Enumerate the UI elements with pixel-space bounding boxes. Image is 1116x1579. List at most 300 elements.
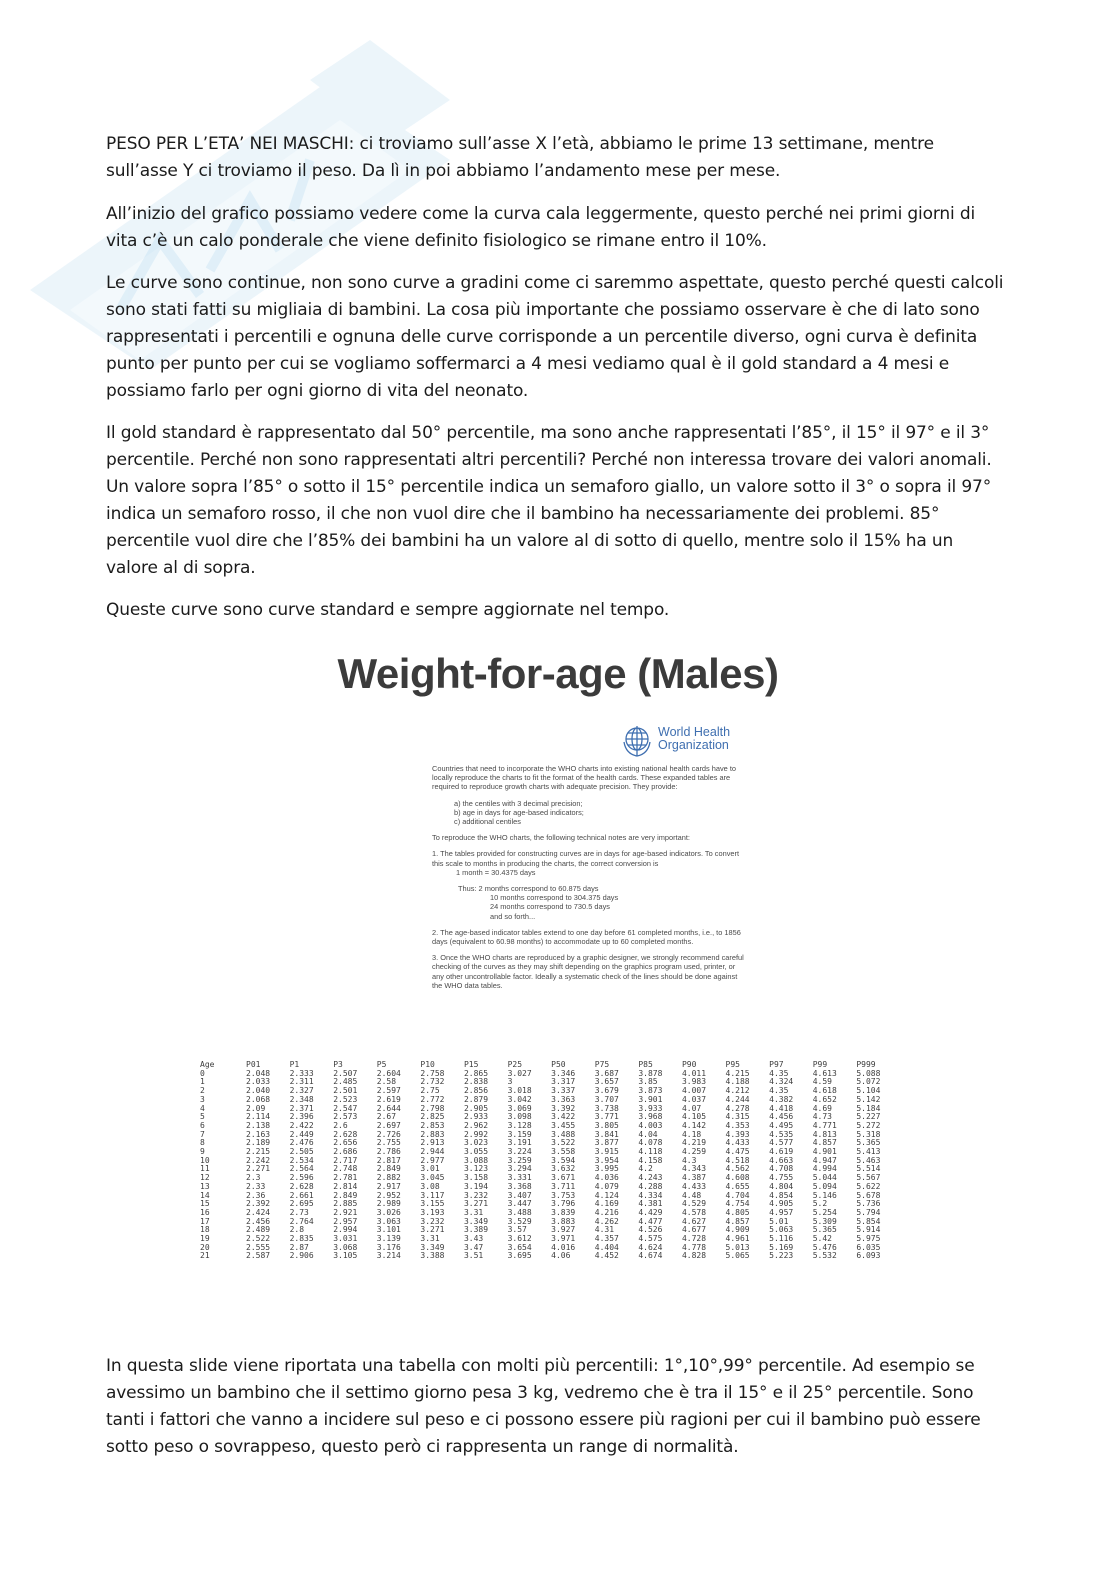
table-cell: 2.501	[333, 1086, 358, 1096]
table-cell: 4.495	[769, 1120, 794, 1130]
table-cell: 3.346	[551, 1068, 576, 1078]
paragraph-4: Il gold standard è rappresentato dal 50° percentile, ma sono anche rappresentati l’85°, il 15° il 97° e il 3° percentile. Perché non sono rappresentati altri percentili? Perché non interessa trovare dei valori anomali. Un valore sopra l’85° o sotto il 15° percentile indica un semaforo giallo, un valore sotto il 3° o sopra il 97° indica un semaforo rosso, il che non vuol dire che il bambino ha necessariamente dei problemi. 85° percentile vuol dire che l’85% dei bambini ha un valore al di sotto di quello, mentre solo il 15% ha un valore al di sopra.	[106, 423, 992, 578]
table-cell: 5.854	[856, 1216, 881, 1226]
table-cell: 5.678	[856, 1190, 881, 1200]
table-cell: 2.865	[463, 1068, 489, 1078]
table-cell: 2.422	[289, 1120, 314, 1130]
table-cell: 6	[200, 1120, 205, 1130]
table-cell: 2.798	[420, 1103, 445, 1113]
table-cell: 4.433	[725, 1138, 750, 1148]
table-cell: 2.215	[246, 1147, 271, 1157]
table-cell: 4.909	[725, 1225, 750, 1235]
table-cell: 2.522	[246, 1234, 271, 1244]
table-cell: 5.01	[769, 1216, 789, 1226]
table-cell: 2.838	[463, 1077, 489, 1087]
table-cell: 3.31	[463, 1207, 484, 1217]
table-cell: 2.619	[376, 1094, 401, 1104]
table-cell: 3.927	[551, 1225, 576, 1235]
table-cell: 2.392	[246, 1199, 271, 1209]
notes-intro: Countries that need to incorporate the WHO charts into existing national health cards have to locally reproduce the charts to fit the format of the health cards. These expanded tables are required to reproduce growth charts with adequate precision. They provide:	[432, 764, 737, 792]
table-header-cell: P3	[333, 1060, 343, 1069]
table-cell: 3.711	[551, 1181, 576, 1191]
table-cell: 3.349	[463, 1216, 489, 1226]
table-cell: 3.158	[463, 1173, 489, 1183]
table-cell: 2.944	[420, 1147, 445, 1157]
percentile-table	[200, 1061, 900, 1261]
table-cell: 3.657	[594, 1077, 619, 1087]
table-cell: 4.216	[594, 1207, 619, 1217]
table-cell: 4.754	[725, 1199, 750, 1209]
table-cell: 3.85	[638, 1077, 658, 1087]
table-cell: 2.476	[289, 1138, 314, 1148]
table-cell: 4.393	[725, 1129, 750, 1139]
table-cell: 4.901	[812, 1147, 837, 1157]
table-cell: 4.857	[725, 1216, 750, 1226]
table-cell: 3.983	[681, 1077, 707, 1087]
table-cell: 5.42	[812, 1234, 832, 1244]
notes-thus	[458, 884, 748, 921]
table-cell: 4.259	[681, 1147, 707, 1157]
table-cell: 3.679	[594, 1086, 619, 1096]
table-cell: 5.975	[856, 1234, 881, 1244]
notes-point-1: 1. The tables provided for constructing curves are in days for age-based indicators. To convert this scale to months in producing the charts, the correct conversion is	[432, 849, 740, 868]
table-cell: 2.73	[289, 1207, 309, 1217]
table-cell: 4.575	[638, 1234, 663, 1244]
table-cell: 3.031	[333, 1234, 358, 1244]
notes-list	[454, 799, 748, 827]
table-cell: 3.632	[551, 1164, 576, 1174]
table-cell: 2.992	[463, 1129, 489, 1139]
table-cell: 3.57	[507, 1225, 527, 1235]
table-cell: 3.193	[420, 1207, 445, 1217]
table-cell: 3	[507, 1077, 513, 1087]
table-cell: 2.962	[463, 1120, 489, 1130]
table-cell: 3.971	[551, 1234, 576, 1244]
list-item: c) additional centiles	[454, 817, 521, 827]
table-cell: 4.477	[638, 1216, 663, 1226]
table-cell: 2.333	[289, 1068, 314, 1078]
table-cell: 4.526	[638, 1225, 663, 1235]
table-cell: 3.933	[638, 1103, 663, 1113]
table-cell: 2.271	[246, 1164, 271, 1174]
table-cell: 3.368	[507, 1181, 532, 1191]
table-cell: 5.142	[856, 1094, 881, 1104]
table-cell: 2.424	[246, 1207, 271, 1217]
table-cell: 4.618	[812, 1086, 837, 1096]
table-cell: 4.315	[725, 1112, 750, 1122]
table-cell: 4.59	[812, 1077, 832, 1087]
list-item: and so forth...	[490, 911, 536, 921]
table-cell: 3.771	[594, 1112, 619, 1122]
table-cell: 4.158	[638, 1155, 663, 1165]
table-cell: 2.758	[420, 1068, 445, 1078]
table-cell: 2.36	[246, 1190, 266, 1200]
table-cell: 4.04	[638, 1129, 658, 1139]
table-header-cell: P50	[551, 1060, 566, 1069]
table-cell: 2.957	[333, 1216, 358, 1226]
table-cell: 20	[200, 1242, 210, 1252]
table-cell: 3.101	[376, 1225, 401, 1235]
table-cell: 4.828	[681, 1251, 707, 1261]
table-cell: 4.011	[681, 1068, 707, 1078]
table-cell: 4.655	[725, 1181, 750, 1191]
table-cell: 3.063	[376, 1216, 401, 1226]
table-cell: 2.87	[289, 1242, 309, 1252]
table-cell: 3.176	[376, 1242, 401, 1252]
table-cell: 2.489	[246, 1225, 271, 1235]
table-cell: 4.518	[725, 1155, 750, 1165]
table-cell: 4.35	[769, 1086, 789, 1096]
table-cell: 2.686	[333, 1147, 358, 1157]
table-cell: 4.212	[725, 1086, 750, 1096]
table-cell: 2.547	[333, 1103, 358, 1113]
table-cell: 2.396	[289, 1112, 314, 1122]
table-cell: 4.677	[681, 1225, 707, 1235]
table-cell: 5.104	[856, 1086, 881, 1096]
table-cell: 4.947	[812, 1155, 837, 1165]
list-item: Thus: 2 months correspond to 60.875 days	[458, 884, 599, 894]
table-cell: 3.594	[551, 1155, 576, 1165]
table-cell: 4.48	[681, 1190, 702, 1200]
table-cell: 2.564	[289, 1164, 314, 1174]
table-cell: 4.728	[681, 1234, 707, 1244]
table-header-cell: P97	[769, 1060, 784, 1069]
table-cell: 5.088	[856, 1068, 881, 1078]
table-cell: 4.704	[725, 1190, 750, 1200]
table-cell: 2.3	[246, 1173, 261, 1183]
table-cell: 5.365	[856, 1138, 881, 1148]
table-cell: 3.389	[463, 1225, 489, 1235]
table-cell: 3.027	[507, 1068, 532, 1078]
table-cell: 3.069	[507, 1103, 532, 1113]
table-cell: 2.786	[376, 1147, 401, 1157]
table-cell: 2.58	[376, 1077, 397, 1087]
closing-paragraph: In questa slide viene riportata una tabella con molti più percentili: 1°,10°,99° percentile. Ad esempio se avessimo un bambino che il settimo giorno pesa 3 kg, vedremo che è tra il 15° e il 25° percentile. Sono tanti i fattori che vanno a incidere sul peso e ci possono essere più ragioni per cui il bambino può essere sotto peso o sovrappeso, questo però ci rappresenta un range di normalità.	[106, 1356, 981, 1457]
table-cell: 3.08	[420, 1181, 440, 1191]
table-cell: 4.387	[681, 1173, 707, 1183]
table-cell: 4.243	[638, 1173, 663, 1183]
table-cell: 3.407	[507, 1190, 532, 1200]
table-cell: 19	[200, 1234, 210, 1244]
table-cell: 4.652	[812, 1094, 837, 1104]
table-cell: 3.214	[376, 1251, 401, 1261]
table-cell: 18	[200, 1225, 210, 1235]
table-cell: 2.604	[376, 1068, 401, 1078]
table-cell: 3.042	[507, 1094, 532, 1104]
table-cell: 4.169	[594, 1199, 619, 1209]
table-cell: 2.348	[289, 1094, 314, 1104]
table-cell: 2.989	[376, 1199, 401, 1209]
table-cell: 3.796	[551, 1199, 576, 1209]
table-cell: 2.485	[333, 1077, 358, 1087]
table-header-cell: Age	[200, 1060, 215, 1069]
table-cell: 3.123	[463, 1164, 489, 1174]
list-item: 24 months correspond to 730.5 days	[490, 902, 610, 912]
table-cell: 3.105	[333, 1251, 358, 1261]
table-cell: 3.018	[507, 1086, 532, 1096]
table-cell: 5.044	[812, 1173, 837, 1183]
table-cell: 3.695	[507, 1251, 532, 1261]
table-cell: 3.191	[507, 1138, 532, 1148]
table-header-cell: P99	[812, 1060, 828, 1069]
table-row	[200, 1252, 900, 1261]
table-cell: 2.772	[420, 1094, 445, 1104]
table-cell: 3.873	[638, 1086, 663, 1096]
table-cell: 4.73	[812, 1112, 832, 1122]
table-cell: 4.613	[812, 1068, 837, 1078]
table-cell: 5.065	[725, 1251, 750, 1261]
table-cell: 2.644	[376, 1103, 401, 1113]
table-cell: 3.488	[507, 1207, 532, 1217]
table-cell: 2.879	[463, 1094, 489, 1104]
table-cell: 4.577	[769, 1138, 794, 1148]
table-cell: 4.905	[769, 1199, 794, 1209]
table-cell: 5.318	[856, 1129, 881, 1139]
table-cell: 5.463	[856, 1155, 881, 1165]
table-cell: 4.663	[769, 1155, 794, 1165]
table-cell: 4.3	[681, 1155, 697, 1165]
table-cell: 2.952	[376, 1190, 401, 1200]
table-cell: 2.764	[289, 1216, 314, 1226]
table-cell: 2.913	[420, 1138, 445, 1148]
table-cell: 2.905	[463, 1103, 489, 1113]
table-cell: 3.259	[507, 1155, 532, 1165]
table-cell: 14	[200, 1190, 210, 1200]
table-cell: 3.915	[594, 1147, 619, 1157]
table-cell: 3.224	[507, 1147, 532, 1157]
table-cell: 4.381	[638, 1199, 663, 1209]
table-cell: 4.578	[681, 1207, 707, 1217]
table-cell: 3.738	[594, 1103, 619, 1113]
list-item: a) the centiles with 3 decimal precision;	[454, 798, 583, 808]
table-cell: 2.505	[289, 1147, 314, 1157]
table-cell: 2.755	[376, 1138, 401, 1148]
table-cell: 3.349	[420, 1242, 445, 1252]
table-cell: 4.452	[594, 1251, 619, 1261]
table-cell: 2.75	[420, 1086, 440, 1096]
table-cell: 3.878	[638, 1068, 663, 1078]
table-cell: 4.813	[812, 1129, 837, 1139]
table-cell: 2.856	[463, 1086, 489, 1096]
table-cell: 5.794	[856, 1207, 881, 1217]
table-cell: 5.736	[856, 1199, 881, 1209]
table-cell: 4.357	[594, 1234, 619, 1244]
table-cell: 12	[200, 1173, 210, 1183]
table-cell: 5.567	[856, 1173, 881, 1183]
notes-conversion: 1 month = 30.4375 days	[456, 867, 536, 877]
table-cell: 5.094	[812, 1181, 837, 1191]
table-cell: 3.026	[376, 1207, 401, 1217]
table-cell: 2.138	[246, 1120, 271, 1130]
table-cell: 2.835	[289, 1234, 314, 1244]
table-cell: 3.455	[551, 1120, 576, 1130]
table-cell: 5.514	[856, 1164, 881, 1174]
table-cell: 3.01	[420, 1164, 440, 1174]
paragraph-1: PESO PER L’ETA’ NEI MASCHI: ci troviamo sull’asse X l’età, abbiamo le prime 13 settimane, mentre sull’asse Y ci troviamo il peso. Da lì in poi abbiamo l’andamento mese per mese.	[106, 134, 934, 181]
table-cell: 4.278	[725, 1103, 750, 1113]
table-cell: 3.43	[463, 1234, 484, 1244]
table-cell: 17	[200, 1216, 210, 1226]
table-cell: 4.188	[725, 1077, 750, 1087]
table-cell: 2.311	[289, 1077, 314, 1087]
table-cell: 3.51	[463, 1251, 484, 1261]
slide-title: Weight-for-age (Males)	[337, 650, 779, 697]
table-cell: 2.573	[333, 1112, 358, 1122]
table-cell: 2.781	[333, 1173, 358, 1183]
table-cell: 10	[200, 1155, 210, 1165]
table-cell: 3.271	[420, 1225, 445, 1235]
table-cell: 4.69	[812, 1103, 832, 1113]
table-cell: 4.854	[769, 1190, 794, 1200]
table-cell: 11	[200, 1164, 210, 1174]
table-cell: 2.507	[333, 1068, 358, 1078]
table-cell: 3.194	[463, 1181, 489, 1191]
table-cell: 4.475	[725, 1147, 750, 1157]
paragraph-3: Le curve sono continue, non sono curve a gradini come ci saremmo aspettate, questo perché questi calcoli sono stati fatti su migliaia di bambini. La cosa più importante che possiamo osservare è che di lato sono rappresentati i percentili e ognuna delle curve corrisponde a un percentile diverso, ogni curva è definita punto per punto per cui se vogliamo soffermarci a 4 mesi vediamo qual è il gold standard a 4 mesi e possiamo farlo per ogni giorno di vita del neonato.	[106, 273, 1004, 401]
table-cell: 2.748	[333, 1164, 358, 1174]
table-cell: 5.072	[856, 1077, 881, 1087]
table-cell: 4.755	[769, 1173, 794, 1183]
paragraph-2: All’inizio del grafico possiamo vedere come la curva cala leggermente, questo perché nei primi giorni di vita c’è un calo ponderale che viene definito fisiologico se rimane entro il 10%.	[106, 204, 976, 251]
table-cell: 2.695	[289, 1199, 314, 1209]
table-cell: 3.558	[551, 1147, 576, 1157]
table-cell: 3	[200, 1094, 205, 1104]
table-header-cell: P95	[725, 1060, 740, 1069]
table-cell: 9	[200, 1147, 205, 1157]
table-cell: 4.353	[725, 1120, 750, 1130]
table-cell: 2.456	[246, 1216, 271, 1226]
table-cell: 5.365	[812, 1225, 837, 1235]
table-cell: 4.529	[681, 1199, 707, 1209]
table-cell: 4.219	[681, 1138, 707, 1148]
table-cell: 4.429	[638, 1207, 663, 1217]
table-cell: 2.849	[333, 1190, 358, 1200]
table-cell: 2.825	[420, 1112, 445, 1122]
table-cell: 3.488	[551, 1129, 576, 1139]
table-cell: 4.994	[812, 1164, 837, 1174]
table-header-cell: P75	[594, 1060, 610, 1069]
table-cell: 4.382	[769, 1094, 794, 1104]
table-cell: 4.06	[551, 1251, 571, 1261]
table-cell: 5.413	[856, 1147, 881, 1157]
table-cell: 2.6	[333, 1120, 348, 1130]
table-cell: 2.555	[246, 1242, 271, 1252]
table-cell: 4.262	[594, 1216, 619, 1226]
table-cell: 4.404	[594, 1242, 619, 1252]
table-cell: 2.033	[246, 1077, 271, 1087]
table-cell: 2.040	[246, 1086, 271, 1096]
table-cell: 3.117	[420, 1190, 445, 1200]
table-header-cell: P90	[681, 1060, 697, 1069]
table-cell: 3.088	[463, 1155, 489, 1165]
table-cell: 3.055	[463, 1147, 489, 1157]
table-cell: 4.804	[769, 1181, 794, 1191]
table-header-cell: P01	[246, 1060, 261, 1069]
table-cell: 5.013	[725, 1242, 750, 1252]
who-logo	[620, 724, 740, 760]
table-cell: 2.67	[376, 1112, 397, 1122]
table-cell: 3.392	[551, 1103, 576, 1113]
table-cell: 3.753	[551, 1190, 576, 1200]
table-cell: 4.433	[681, 1181, 707, 1191]
table-cell: 4.778	[681, 1242, 707, 1252]
table-cell: 2.534	[289, 1155, 314, 1165]
who-emblem-icon	[620, 724, 654, 758]
table-cell: 4.2	[638, 1164, 653, 1174]
table-cell: 13	[200, 1181, 210, 1191]
table-row	[200, 1218, 900, 1227]
table-cell: 5.914	[856, 1225, 881, 1235]
table-cell: 2.068	[246, 1094, 271, 1104]
table-cell: 3.968	[638, 1112, 663, 1122]
table-cell: 3.232	[463, 1190, 489, 1200]
table-cell: 3.337	[551, 1086, 576, 1096]
table-cell: 2.09	[246, 1103, 266, 1113]
table-cell: 5.146	[812, 1190, 837, 1200]
table-cell: 2.883	[420, 1129, 445, 1139]
table-cell: 3.805	[594, 1120, 619, 1130]
table-cell: 3.128	[507, 1120, 532, 1130]
table-cell: 6.035	[856, 1242, 881, 1252]
table-cell: 2.994	[333, 1225, 358, 1235]
table-cell: 5.227	[856, 1112, 881, 1122]
table-cell: 3.995	[594, 1164, 619, 1174]
table-cell: 15	[200, 1199, 210, 1209]
table-cell: 5	[200, 1112, 205, 1122]
table-cell: 3.954	[594, 1155, 619, 1165]
notes-reproduce: To reproduce the WHO charts, the following technical notes are very important:	[432, 833, 690, 843]
table-cell: 4.608	[725, 1173, 750, 1183]
table-cell: 3.707	[594, 1094, 619, 1104]
table-cell: 3.654	[507, 1242, 532, 1252]
table-cell: 4.562	[725, 1164, 750, 1174]
table-cell: 2.814	[333, 1181, 358, 1191]
table-cell: 2.921	[333, 1207, 358, 1217]
table-cell: 2.661	[289, 1190, 314, 1200]
table-cell: 4	[200, 1103, 205, 1113]
table-cell: 4.118	[638, 1147, 663, 1157]
table-cell: 2.656	[333, 1138, 358, 1148]
table-cell: 2.882	[376, 1173, 401, 1183]
table-cell: 4.324	[769, 1077, 794, 1087]
table-cell: 3.883	[551, 1216, 576, 1226]
table-cell: 2.587	[246, 1251, 271, 1261]
table-cell: 3.271	[463, 1199, 489, 1209]
table-cell: 4.036	[594, 1173, 619, 1183]
table-header-cell: P85	[638, 1060, 653, 1069]
table-cell: 7	[200, 1129, 205, 1139]
table-cell: 4.037	[681, 1094, 707, 1104]
table-cell: 3.687	[594, 1068, 619, 1078]
list-item: 10 months correspond to 304.375 days	[490, 893, 619, 903]
table-cell: 3.159	[507, 1129, 532, 1139]
table-cell: 4.624	[638, 1242, 663, 1252]
table-cell: 3.839	[551, 1207, 576, 1217]
table-cell: 5.622	[856, 1181, 881, 1191]
table-cell: 5.169	[769, 1242, 794, 1252]
table-cell: 2.817	[376, 1155, 401, 1165]
table-cell: 5.476	[812, 1242, 837, 1252]
table-cell: 2.189	[246, 1138, 271, 1148]
table-cell: 2.114	[246, 1112, 271, 1122]
table-cell: 2.596	[289, 1173, 314, 1183]
table-cell: 2	[200, 1086, 205, 1096]
who-logo-text: World Health Organization	[658, 725, 731, 752]
table-cell: 5.184	[856, 1103, 881, 1113]
table-cell: 4.535	[769, 1129, 794, 1139]
table-cell: 3.522	[551, 1138, 576, 1148]
table-header-cell: P10	[420, 1060, 435, 1069]
